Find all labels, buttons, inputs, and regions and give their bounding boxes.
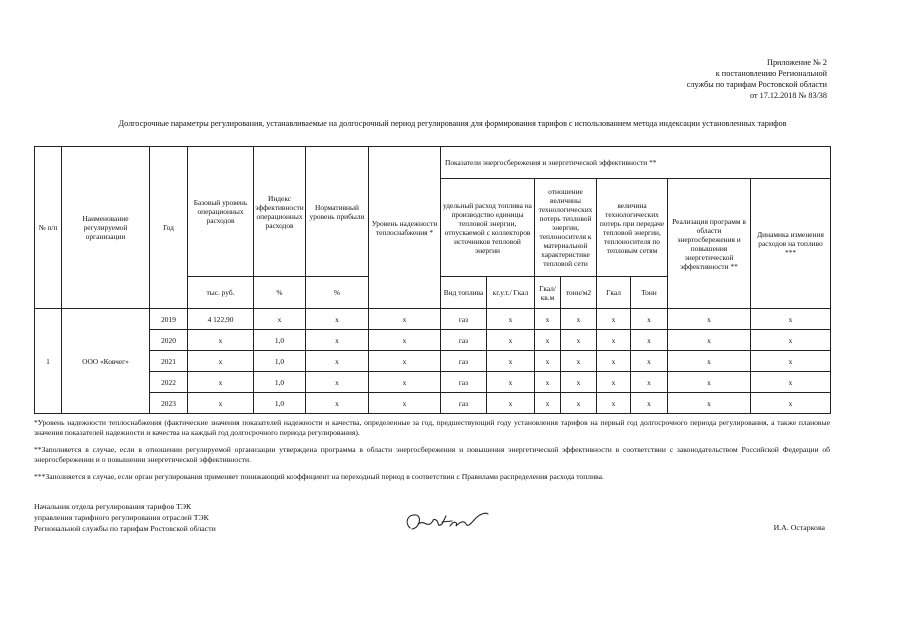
cell-year: 2021 [150,351,188,372]
signer-name: И.А. Остаркова [773,523,825,532]
header-base-level: Базовый уровень операционных расходов [188,147,254,277]
appendix-line: Приложение № 2 [767,58,827,67]
cell-t-m2: x [561,330,597,351]
header-reliability: Уровень надежности теплоснабжения * [369,147,441,309]
cell-fuel: газ [441,393,487,414]
cell-t-m2: x [561,372,597,393]
cell-year: 2020 [150,330,188,351]
table-row [35,372,831,393]
footnote-energy-program: **Заполняется в случае, если в отношении регулируемой организации утверждена программа в области энергосбережения и повышения энергетической эффективности в соответствии с законодательством Российской Федерации об энергосбережении и о повышении энергетической эффективности. [34,445,830,464]
cell-gcal: x [597,351,631,372]
handwritten-signature [402,506,492,540]
cell-profit: x [306,309,369,330]
cell-gcal: x [597,393,631,414]
header-dynamics: Динамика изменения расходов на топливо *** [751,179,831,309]
cell-reliability: x [369,351,441,372]
unit-norm-profit: % [306,277,369,309]
cell-gcal: x [597,372,631,393]
footnotes [34,418,830,489]
cell-tonn: x [631,330,668,351]
cell-rate: x [487,330,535,351]
row-num: 1 [35,309,62,414]
unit-fuel-rate: кг.у.т./ Гкал [487,277,535,309]
header-index: Индекс эффективности операционных расходов [254,147,306,277]
cell-profit: x [306,372,369,393]
cell-base: x [188,372,254,393]
cell-fuel: газ [441,330,487,351]
signer-position-line: Начальник отдела регулирования тарифов ТЭК [34,502,192,511]
cell-tonn: x [631,393,668,414]
appendix-line: службы по тарифам Ростовской области [686,80,827,89]
signer-position [34,501,216,534]
cell-tonn: x [631,372,668,393]
cell-reliability: x [369,393,441,414]
cell-profit: x [306,330,369,351]
cell-tonn: x [631,309,668,330]
cell-reliability: x [369,309,441,330]
header-year: Год [150,147,188,309]
header-num: № п/п [35,147,62,309]
cell-index: 1,0 [254,351,306,372]
unit-base-level: тыс. руб. [188,277,254,309]
cell-gcal-m: x [535,372,561,393]
cell-reliability: x [369,372,441,393]
cell-rate: x [487,372,535,393]
cell-reliability: x [369,330,441,351]
parameters-table [34,146,831,414]
cell-dynamics: x [751,309,831,330]
cell-gcal-m: x [535,393,561,414]
cell-gcal-m: x [535,330,561,351]
cell-t-m2: x [561,351,597,372]
cell-index: x [254,309,306,330]
appendix-line: к постановлению Региональной [715,69,827,78]
header-specific-fuel: удельный расход топлива на производство единицы тепловой энергии, отпускаемой с коллекторов источников тепловой энергии [441,179,535,277]
unit-loss-value-gcal: Гкал [597,277,631,309]
cell-index: 1,0 [254,372,306,393]
cell-dynamics: x [751,351,831,372]
cell-gcal: x [597,309,631,330]
unit-loss-ratio-gcal: Гкал/ кв.м [535,277,561,309]
cell-dynamics: x [751,330,831,351]
document-title: Долгосрочные параметры регулирования, устанавливаемые на долгосрочный период регулирования для формирования тарифов с использованием метода индексации установленных тарифов [118,119,787,128]
cell-index: 1,0 [254,393,306,414]
cell-fuel: газ [441,351,487,372]
appendix-block [687,57,827,101]
cell-profit: x [306,351,369,372]
cell-fuel: газ [441,309,487,330]
cell-t-m2: x [561,393,597,414]
appendix-line: от 17.12.2018 № 83/38 [749,91,827,100]
cell-base: 4 122,90 [188,309,254,330]
table-row [35,393,831,414]
header-norm-profit: Нормативный уровень прибыли [306,147,369,277]
cell-programs: x [668,372,751,393]
cell-dynamics: x [751,372,831,393]
cell-rate: x [487,393,535,414]
unit-index: % [254,277,306,309]
cell-programs: x [668,309,751,330]
cell-year: 2019 [150,309,188,330]
table-row [35,330,831,351]
cell-base: x [188,330,254,351]
signer-position-line: Региональной службы по тарифам Ростовской области [34,524,216,533]
cell-gcal-m: x [535,309,561,330]
header-org: Наименование регулируемой организации [62,147,150,309]
unit-fuel-type: Вид топлива [441,277,487,309]
row-org: ООО «Ковчег» [62,309,150,414]
header-energy-group: Показатели энергосбережения и энергетической эффективности ** [441,147,831,179]
cell-programs: x [668,351,751,372]
cell-programs: x [668,393,751,414]
header-programs: Реализация программ в области энергосбережения и повышения энергетической эффективности ** [668,179,751,309]
cell-gcal: x [597,330,631,351]
unit-loss-value-tonn: Тонн [631,277,668,309]
cell-dynamics: x [751,393,831,414]
cell-programs: x [668,330,751,351]
unit-loss-ratio-tonn: тонн/м2 [561,277,597,309]
cell-fuel: газ [441,372,487,393]
cell-rate: x [487,309,535,330]
cell-rate: x [487,351,535,372]
cell-year: 2023 [150,393,188,414]
cell-index: 1,0 [254,330,306,351]
footnote-reliability: *Уровень надежности теплоснабжения (фактические значения показателей надежности и качества, определенные за год, предшествующий году установления тарифов на первый год долгосрочного периода регулирования, а также плановые значения показателей надежности и качества на каждый год долгосрочного периода регулирования). [34,418,830,437]
cell-gcal-m: x [535,351,561,372]
signer-position-line: управления тарифного регулирования отраслей ТЭК [34,513,209,522]
table-row [35,351,831,372]
cell-base: x [188,393,254,414]
cell-profit: x [306,393,369,414]
table-row [35,309,831,330]
cell-base: x [188,351,254,372]
cell-year: 2022 [150,372,188,393]
header-loss-value: величина технологических потерь при передаче тепловой энергии, теплоносителя по тепловым сетям [597,179,668,277]
cell-t-m2: x [561,309,597,330]
cell-tonn: x [631,351,668,372]
footnote-fuel-coefficient: ***Заполняется в случае, если орган регулирования применяет понижающий коэффициент на переходный период в соответствии с Правилами распределения расхода топлива. [34,472,604,481]
header-loss-ratio: отношение величины технологических потерь тепловой энергии, теплоносителя к материальной характеристике тепловой сети [535,179,597,277]
